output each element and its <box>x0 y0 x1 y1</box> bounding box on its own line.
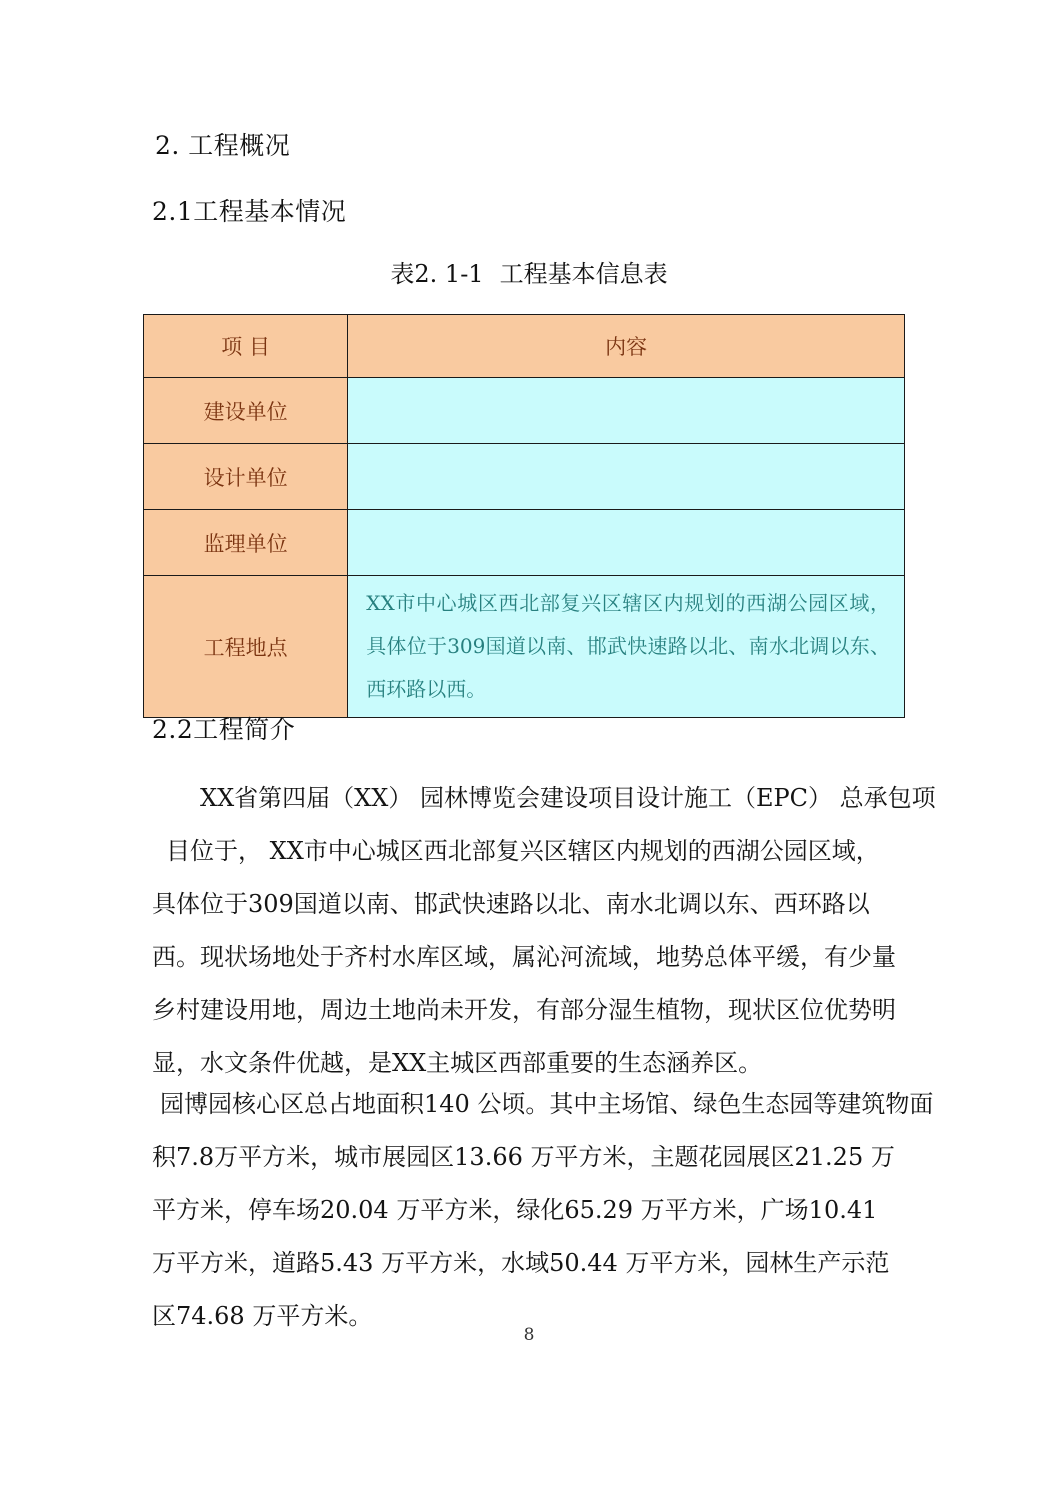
section-heading-engineering-overview: 2. 工程概况 <box>155 131 291 160</box>
paragraph-line: 显，水文条件优越，是XX主城区西部重要的生态涵养区。 <box>152 1049 763 1077</box>
table-caption <box>0 262 1058 286</box>
paragraph-line: 万平方米，道路5.43 万平方米，水域50.44 万平方米，园林生产示范 <box>152 1249 890 1277</box>
row-label-project-location: 工程地点 <box>144 576 348 718</box>
paragraph-line: 具体位于309国道以南、邯武快速路以北、南水北调以东、西环路以 <box>152 890 870 918</box>
paragraph-line: 西。现状场地处于齐村水库区域，属沁河流域，地势总体平缓，有少量 <box>152 943 896 971</box>
table-row <box>144 444 905 510</box>
paragraph-line: XX省第四届（XX） 园林博览会建设项目设计施工（EPC） 总承包项 <box>200 784 936 812</box>
table-row <box>144 510 905 576</box>
row-label-construction-unit: 建设单位 <box>144 378 348 444</box>
table-header-row <box>144 315 905 378</box>
paragraph-line: 区74.68 万平方米。 <box>152 1302 373 1330</box>
page-number: 8 <box>523 1325 535 1345</box>
table-header-content: 内容 <box>348 315 905 378</box>
row-value-project-location[interactable] <box>348 576 905 718</box>
subsection-heading-basic-info: 2.1工程基本情况 <box>152 197 347 226</box>
paragraph-line: 园博园核心区总占地面积140 公顷。其中主场馆、绿色生态园等建筑物面 <box>160 1090 934 1118</box>
subsection-heading-project-intro: 2.2工程简介 <box>152 715 296 744</box>
paragraph-line: 目位于， XX市中心城区西北部复兴区辖区内规划的西湖公园区域， <box>166 837 880 865</box>
table-row <box>144 378 905 444</box>
row-value-design-unit[interactable] <box>348 444 905 510</box>
table-caption-title: 工程基本信息表 <box>499 260 668 288</box>
row-label-design-unit: 设计单位 <box>144 444 348 510</box>
paragraph-line: 平方米，停车场20.04 万平方米，绿化65.29 万平方米，广场10.41 <box>152 1196 878 1224</box>
paragraph-area-breakdown <box>152 1078 934 1343</box>
paragraph-line: 积7.8万平方米，城市展园区13.66 万平方米，主题花园展区21.25 万 <box>152 1143 895 1171</box>
paragraph-project-overview <box>152 772 936 1090</box>
row-value-supervision-unit[interactable] <box>348 510 905 576</box>
table-row <box>144 576 905 718</box>
paragraph-line: 乡村建设用地，周边土地尚未开发，有部分湿生植物，现状区位优势明 <box>152 996 896 1024</box>
row-value-construction-unit[interactable] <box>348 378 905 444</box>
basic-info-table <box>143 314 905 718</box>
table-header-item: 项 目 <box>144 315 348 378</box>
row-label-supervision-unit: 监理单位 <box>144 510 348 576</box>
table-caption-prefix: 表2. 1-1 <box>390 260 484 288</box>
project-location-text: XX市中心城区西北部复兴区辖区内规划的西湖公园区域，具体位于309国道以南、邯武快速路以北、南水北调以东、西环路以西。 <box>366 591 890 701</box>
